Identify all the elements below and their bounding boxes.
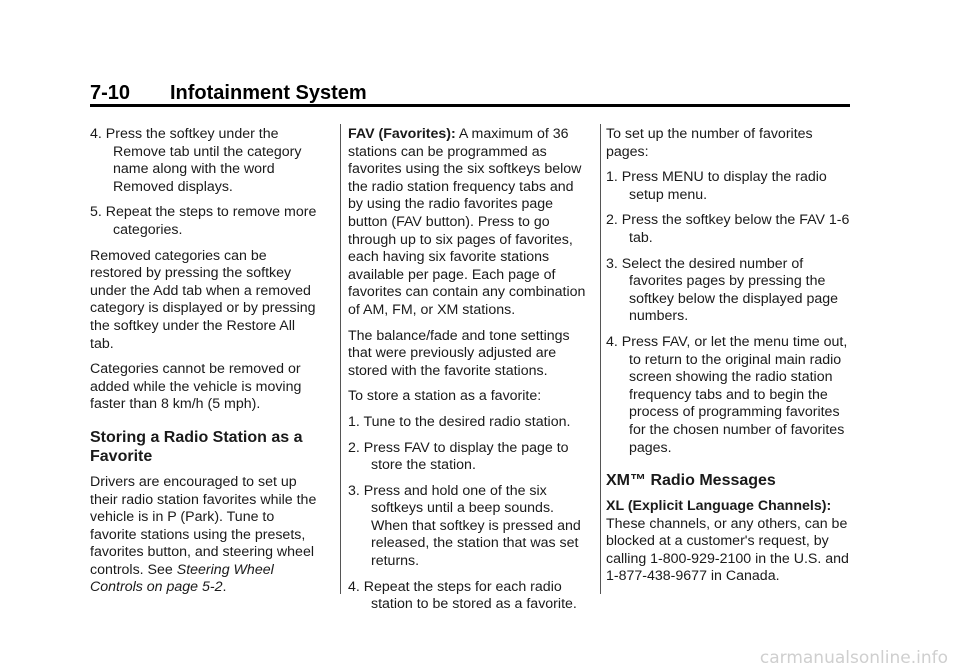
paragraph (348, 126, 588, 320)
column-divider-1 (340, 124, 341, 594)
section-number: 7-10 (90, 82, 131, 104)
paragraph-text: Drivers are encouraged to set up their radio station favorites while the vehicle is in P (Park). Tune to favorite stations using the presets, favorites button, and steering wheel controls. See (90, 473, 317, 578)
list-item: 2. Press the softkey below the FAV 1-6 tab. (606, 212, 850, 246)
paragraph: The balance/fade and tone settings that were previously adjusted are stored with the favorite stations. (348, 327, 570, 379)
page-title: Infotainment System (170, 82, 367, 104)
column-3 (606, 126, 856, 594)
watermark: carmanualsonline.info (759, 648, 948, 668)
list-item: 2. Press FAV to display the page to store the station. (348, 439, 569, 474)
column-divider-2 (600, 124, 601, 594)
column-1 (90, 126, 322, 605)
column-2 (348, 126, 588, 622)
page-header (90, 80, 850, 106)
paragraph: Categories cannot be removed or added while the vehicle is moving faster than 8 km/h (5 mph). (90, 361, 302, 413)
cross-reference-link[interactable]: Steering Wheel Controls on page 5-2 (90, 561, 274, 596)
paragraph (90, 474, 322, 597)
list-item: 5. Repeat the steps to remove more categories. (90, 204, 317, 238)
term-label: XL (Explicit Language Channels): (606, 498, 832, 515)
list-item: 4. Press the softkey under the Remove tab until the category name along with the word Removed displays. (90, 126, 302, 195)
paragraph: To set up the number of favorites pages: (606, 126, 813, 160)
term-text: A maximum of 36 stations can be programmed as favorites using the six softkeys below the radio station frequency tabs and by using the radio favorites page button (FAV button). Press to go through up to six pages of favorites, each having six favorite stations available per page. Each page of favorites can contain any combination of AM, FM, or XM stations. (348, 126, 586, 318)
paragraph-end: . (222, 579, 227, 596)
list-item: 3. Select the desired number of favorites pages by pressing the softkey below the displayed page numbers. (606, 255, 839, 325)
section-heading: Storing a Radio Station as a Favorite (90, 428, 303, 465)
paragraph: Removed categories can be restored by pressing the softkey under the Add tab when a removed category is displayed or by pressing the softkey under the Restore All tab. (90, 247, 316, 352)
paragraph (606, 498, 856, 586)
paragraph: To store a station as a favorite: (348, 388, 542, 405)
term-text: These channels, or any others, can be blocked at a customer's request, by calling 1-800-929-2100 in the U.S. and 1-877-438-9677 in Canada. (606, 515, 849, 585)
list-item: 3. Press and hold one of the six softkeys until a beep sounds. When that softkey is pressed and released, the station that was set returns. (348, 482, 581, 570)
list-item: 4. Press FAV, or let the menu time out, to return to the original main radio screen showing the radio station frequency tabs and to begin the process of programming favorites for the chosen number of favorites pages. (606, 333, 848, 456)
list-item: 4. Repeat the steps for each radio station to be stored as a favorite. (348, 578, 577, 613)
section-heading: XM™ Radio Messages (606, 472, 776, 490)
header-rule (90, 104, 850, 107)
list-item: 1. Press MENU to display the radio setup menu. (606, 169, 827, 203)
list-item: 1. Tune to the desired radio station. (348, 413, 571, 430)
term-label: FAV (Favorites): (348, 126, 456, 142)
